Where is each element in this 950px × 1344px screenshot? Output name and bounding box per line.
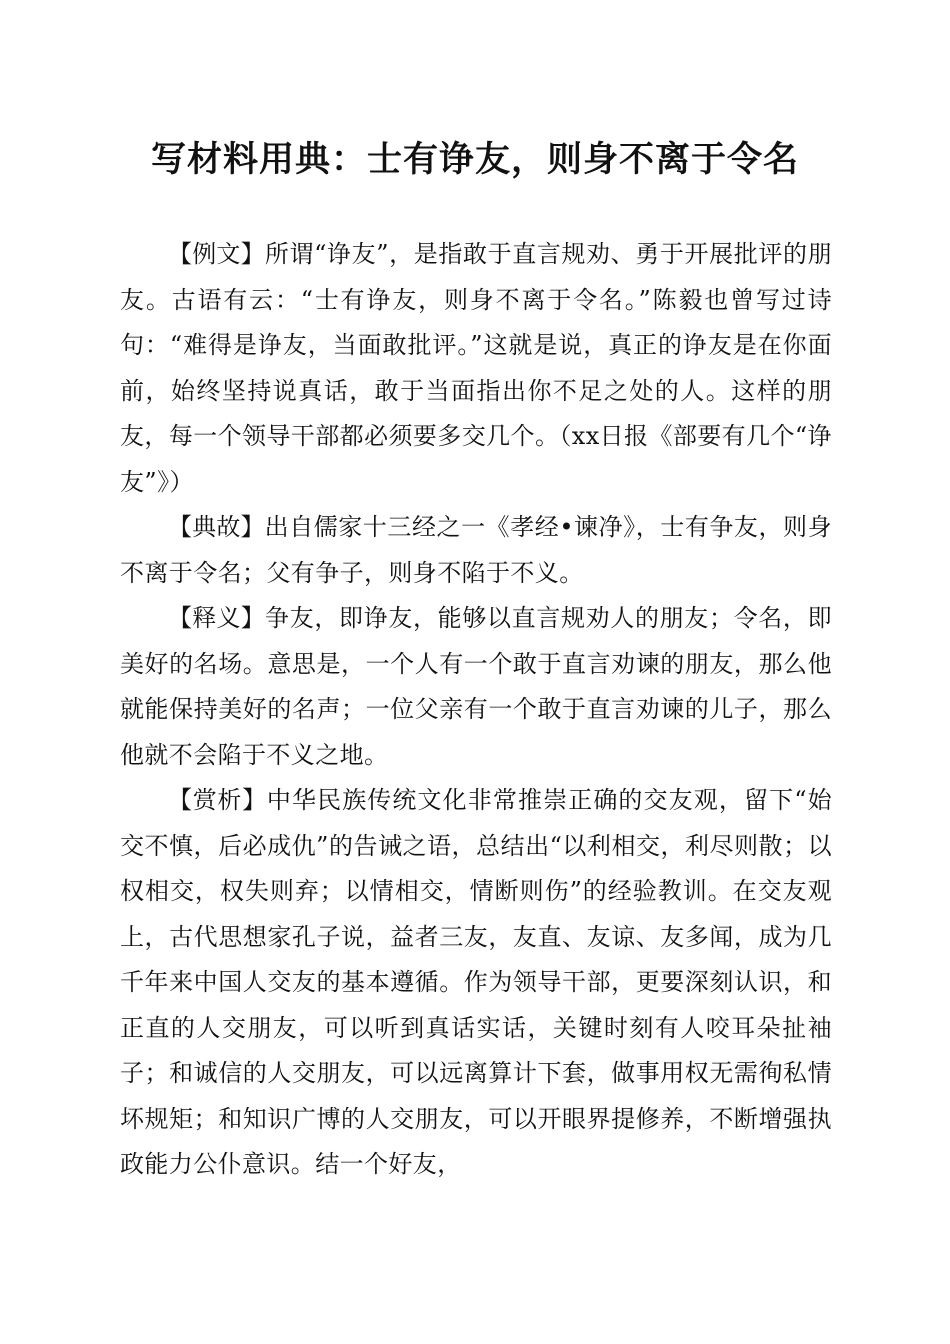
paragraph-interpretation	[120, 596, 832, 778]
paragraph-text: 争友，即诤友，能够以直言规劝人的朋友；令名，即美好的名场。意思是，一个人有一个敢于直言劝谏的朋友，那么他就能保持美好的名声；一位父亲有一个敢于直言劝谏的儿子，那么他就不会陷于不义之地。	[120, 604, 832, 769]
paragraph-allusion	[120, 505, 832, 596]
paragraph-appreciation	[120, 778, 832, 1188]
document-title: 写材料用典：士有诤友，则身不离于令名	[150, 139, 799, 180]
paragraph-text: 出自儒家十三经之一《孝经•谏净》，士有争友，则身不离于令名；父有争子，则身不陷于不义。	[120, 513, 833, 587]
paragraph-example	[120, 232, 832, 505]
paragraph-tag: 【释义】	[168, 604, 266, 632]
paragraph-tag: 【赏析】	[168, 786, 267, 814]
paragraph-text: 所谓“诤友”，是指敢于直言规劝、勇于开展批评的朋友。古语有云：“士有诤友，则身不离于令名。”陈毅也曾写过诗句：“难得是诤友，当面敢批评。”这就是说，真正的诤友是在你面前，始终坚持说真话，敢于当面指出你不足之处的人。这样的朋友，每一个领导干部都必须要多交几个。（xx日报《部要有几个“诤友”》）	[120, 240, 833, 496]
paragraph-tag: 【典故】	[168, 513, 265, 541]
document-body	[120, 232, 832, 1188]
paragraph-tag: 【例文】	[168, 240, 265, 268]
paragraph-text: 中华民族传统文化非常推崇正确的交友观，留下“始交不慎，后必成仇”的告诫之语，总结出“以利相交，利尽则散；以权相交，权失则弃；以情相交，情断则伤”的经验教训。在交友观上，古代思想家孔子说，益者三友，友直、友谅、友多闻，成为几千年来中国人交友的基本遵循。作为领导干部，更要深刻认识，和正直的人交朋友，可以听到真话实话，关键时刻有人咬耳朵扯袖子；和诚信的人交朋友，可以远离算计下套，做事用权无需徇私情坏规矩；和知识广博的人交朋友，可以开眼界提修养，不断增强执政能力公仆意识。结一个好友，	[120, 786, 833, 1178]
